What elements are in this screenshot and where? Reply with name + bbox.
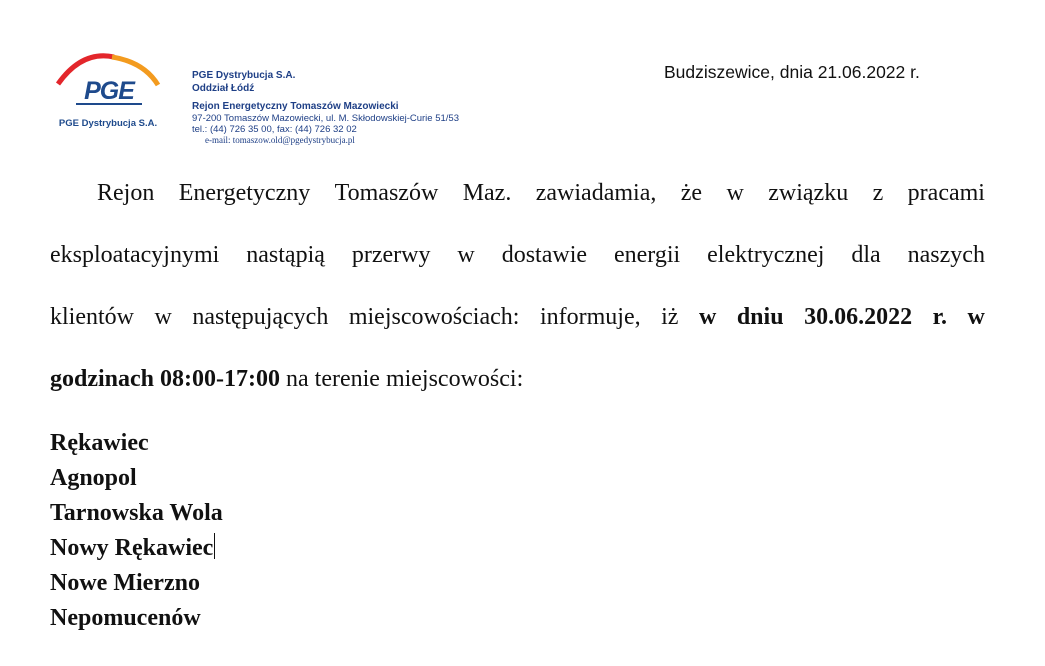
notice-line-3 (50, 304, 985, 331)
word: nastąpią (246, 242, 325, 268)
word: zawiadamia, (535, 180, 657, 206)
word: energii (613, 242, 681, 268)
word: eksploatacyjnymi (50, 242, 220, 268)
hours-text: godzinach 08:00-17:00 (50, 366, 280, 392)
place-item: Nowy Rękawiec (50, 535, 214, 561)
word: iż (661, 304, 679, 330)
word: informuje, (539, 304, 641, 330)
places-list (50, 426, 223, 636)
word: z (872, 180, 884, 206)
notice-line-1 (50, 180, 985, 207)
bold-word: 30.06.2022 (804, 304, 913, 330)
word: dostawie (501, 242, 588, 268)
notice-line-4-rest: na terenie miejscowości: (280, 366, 524, 392)
word: Maz. (462, 180, 512, 206)
word: klientów (50, 304, 134, 330)
word: w (457, 242, 475, 268)
date-line: Budziszewice, dnia 21.06.2022 r. (664, 62, 920, 82)
company-address: 97-200 Tomaszów Mazowiecki, ul. M. Skłodowskiej-Curie 51/53 (192, 113, 459, 124)
bold-word: w (967, 304, 985, 330)
word: Rejon (97, 180, 155, 206)
company-email: e-mail: tomaszow.old@pgedystrybucja.pl (205, 135, 355, 145)
word: przerwy (351, 242, 431, 268)
word: w (726, 180, 744, 206)
notice-line-2 (50, 242, 985, 269)
notice-line-4 (50, 366, 985, 393)
bold-word: r. (932, 304, 948, 330)
word: następujących (192, 304, 329, 330)
company-info (192, 69, 459, 146)
place-item: Rękawiec (50, 430, 149, 456)
word: Energetyczny (178, 180, 311, 206)
logo-wordmark: PGE (84, 77, 134, 105)
company-branch: Oddział Łódź (192, 83, 255, 94)
word: że (680, 180, 703, 206)
pge-logo (52, 52, 164, 132)
place-item: Nowe Mierzno (50, 570, 200, 596)
word: Tomaszów (334, 180, 439, 206)
company-district: Rejon Energetyczny Tomaszów Mazowiecki (192, 101, 399, 112)
word: miejscowościach: (348, 304, 520, 330)
word: w (154, 304, 172, 330)
word: naszych (907, 242, 985, 268)
text-cursor (214, 533, 215, 559)
word: pracami (907, 180, 985, 206)
place-item: Tarnowska Wola (50, 500, 223, 526)
logo-subtitle: PGE Dystrybucja S.A. (58, 118, 158, 129)
bold-word: w (698, 304, 717, 330)
place-item-with-cursor[interactable] (50, 531, 223, 566)
word: elektrycznej (707, 242, 825, 268)
place-item: Nepomucenów (50, 605, 201, 631)
word: dla (851, 242, 881, 268)
bold-word: dniu (736, 304, 784, 330)
word: związku (768, 180, 849, 206)
company-name: PGE Dystrybucja S.A. (192, 70, 296, 81)
company-phone: tel.: (44) 726 35 00, fax: (44) 726 32 02 (192, 124, 357, 135)
place-item: Agnopol (50, 465, 137, 491)
